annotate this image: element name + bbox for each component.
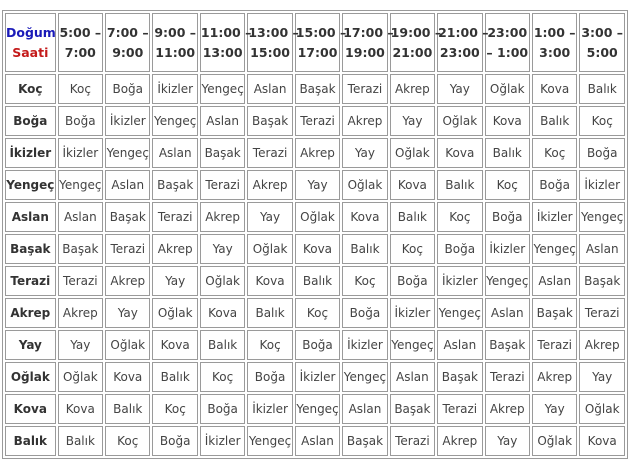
ascendant-cell: Yay [105, 298, 150, 328]
ascendant-cell: Aslan [295, 426, 340, 456]
row-sign-label: Yengeç [5, 170, 56, 200]
ascendant-table [2, 10, 628, 459]
ascendant-cell: Başak [579, 266, 625, 296]
ascendant-cell: İkizler [437, 266, 482, 296]
ascendant-cell: İkizler [532, 202, 577, 232]
ascendant-cell: Oğlak [579, 394, 625, 424]
ascendant-cell: Koç [247, 330, 292, 360]
ascendant-cell: Balık [58, 426, 103, 456]
ascendant-cell: Akrep [58, 298, 103, 328]
ascendant-cell: İkizler [342, 330, 387, 360]
time-start: 3:00 – [581, 24, 624, 40]
time-start: 17:00 – [343, 24, 394, 40]
ascendant-cell: Boğa [579, 138, 625, 168]
ascendant-cell: Aslan [58, 202, 103, 232]
time-start: 1:00 – [533, 24, 576, 40]
ascendant-cell: Balık [342, 234, 387, 264]
ascendant-cell: Boğa [437, 234, 482, 264]
ascendant-cell: Yengeç [247, 426, 292, 456]
time-start: 23:00 [487, 24, 528, 40]
ascendant-cell: Yay [247, 202, 292, 232]
ascendant-cell: Başak [105, 202, 150, 232]
ascendant-cell: Aslan [200, 106, 245, 136]
time-end: 13:00 [202, 44, 243, 60]
ascendant-cell: Kova [295, 234, 340, 264]
ascendant-cell: Yay [390, 106, 435, 136]
ascendant-cell: Boğa [58, 106, 103, 136]
ascendant-cell: Oğlak [247, 234, 292, 264]
ascendant-cell: İkizler [390, 298, 435, 328]
ascendant-cell: Kova [58, 394, 103, 424]
ascendant-cell: Akrep [579, 330, 625, 360]
time-column-header [58, 13, 103, 72]
table-row [5, 426, 625, 456]
ascendant-cell: Kova [532, 74, 577, 104]
ascendant-cell: Aslan [579, 234, 625, 264]
ascendant-cell: Yay [58, 330, 103, 360]
ascendant-cell: Aslan [342, 394, 387, 424]
ascendant-cell: Kova [437, 138, 482, 168]
ascendant-cell: İkizler [579, 170, 625, 200]
ascendant-cell: Boğa [295, 330, 340, 360]
table-row [5, 234, 625, 264]
table-row [5, 266, 625, 296]
ascendant-cell: Koç [58, 74, 103, 104]
time-end: 11:00 [155, 44, 196, 60]
time-end: 7:00 [64, 44, 96, 60]
table-row [5, 170, 625, 200]
ascendant-cell: Koç [532, 138, 577, 168]
ascendant-cell: Oğlak [105, 330, 150, 360]
ascendant-cell: Terazi [342, 74, 387, 104]
ascendant-cell: Oğlak [58, 362, 103, 392]
time-start: 5:00 – [59, 24, 102, 40]
time-start: 15:00 – [295, 24, 347, 40]
time-start: 11:00 – [200, 24, 252, 40]
row-sign-label: Koç [5, 74, 56, 104]
ascendant-cell: Akrep [532, 362, 577, 392]
ascendant-cell: Aslan [247, 74, 292, 104]
row-sign-label: Boğa [5, 106, 56, 136]
ascendant-cell: Balık [152, 362, 197, 392]
ascendant-cell: Yengeç [437, 298, 482, 328]
ascendant-cell: Yengeç [579, 202, 625, 232]
time-column-header [390, 13, 442, 72]
ascendant-cell: Yengeç [105, 138, 150, 168]
ascendant-cell: Boğa [485, 202, 530, 232]
ascendant-cell: Terazi [247, 138, 292, 168]
ascendant-cell: Koç [485, 170, 530, 200]
ascendant-cell: Yengeç [532, 234, 577, 264]
ascendant-cell: Aslan [390, 362, 435, 392]
time-column-header [342, 13, 394, 72]
ascendant-cell: Koç [342, 266, 387, 296]
ascendant-cell: Yay [485, 426, 530, 456]
corner-header-cell [5, 13, 56, 72]
ascendant-cell: Aslan [152, 138, 197, 168]
ascendant-cell: Kova [105, 362, 150, 392]
ascendant-cell: Terazi [105, 234, 150, 264]
ascendant-cell: Akrep [437, 426, 482, 456]
ascendant-cell: Akrep [295, 138, 340, 168]
row-sign-label: Balık [5, 426, 56, 456]
ascendant-cell: Koç [105, 426, 150, 456]
table-row [5, 394, 625, 424]
ascendant-cell: Aslan [437, 330, 482, 360]
row-sign-label: İkizler [5, 138, 56, 168]
ascendant-cell: İkizler [485, 234, 530, 264]
ascendant-cell: Aslan [532, 266, 577, 296]
ascendant-cell: Terazi [152, 202, 197, 232]
ascendant-cell: Balık [295, 266, 340, 296]
ascendant-cell: Oğlak [485, 74, 530, 104]
ascendant-cell: Balık [390, 202, 435, 232]
ascendant-cell: Kova [200, 298, 245, 328]
time-end: – 1:00 [486, 44, 529, 60]
ascendant-cell: Terazi [437, 394, 482, 424]
time-end: 23:00 [439, 44, 480, 60]
ascendant-cell: Yay [579, 362, 625, 392]
ascendant-cell: Terazi [532, 330, 577, 360]
ascendant-table-container [2, 10, 628, 459]
ascendant-cell: Boğa [532, 170, 577, 200]
row-sign-label: Akrep [5, 298, 56, 328]
row-sign-label: Yay [5, 330, 56, 360]
ascendant-cell: Başak [390, 394, 435, 424]
time-column-header [200, 13, 252, 72]
ascendant-cell: Yay [295, 170, 340, 200]
header-row [5, 13, 625, 72]
ascendant-cell: Başak [342, 426, 387, 456]
time-start: 13:00 – [248, 24, 299, 40]
ascendant-cell: Koç [437, 202, 482, 232]
ascendant-cell: Kova [485, 106, 530, 136]
time-column-header [152, 13, 197, 72]
ascendant-cell: Başak [532, 298, 577, 328]
ascendant-cell: Kova [342, 202, 387, 232]
table-row [5, 202, 625, 232]
row-sign-label: Terazi [5, 266, 56, 296]
time-column-header [247, 13, 299, 72]
ascendant-cell: Başak [295, 74, 340, 104]
ascendant-cell: Koç [200, 362, 245, 392]
ascendant-cell: Oğlak [200, 266, 245, 296]
ascendant-cell: İkizler [200, 426, 245, 456]
time-end: 5:00 [586, 44, 618, 60]
ascendant-cell: İkizler [152, 74, 197, 104]
ascendant-cell: Balık [247, 298, 292, 328]
time-column-header [485, 13, 530, 72]
ascendant-cell: Akrep [390, 74, 435, 104]
time-column-header [579, 13, 625, 72]
ascendant-cell: Balık [532, 106, 577, 136]
ascendant-cell: Boğa [105, 74, 150, 104]
ascendant-cell: Terazi [295, 106, 340, 136]
ascendant-cell: Başak [247, 106, 292, 136]
ascendant-cell: Kova [152, 330, 197, 360]
ascendant-cell: Başak [200, 138, 245, 168]
ascendant-cell: Akrep [485, 394, 530, 424]
ascendant-cell: Yengeç [295, 394, 340, 424]
ascendant-cell: Akrep [152, 234, 197, 264]
ascendant-cell: Oğlak [437, 106, 482, 136]
table-row [5, 74, 625, 104]
time-end: 9:00 [112, 44, 144, 60]
ascendant-cell: İkizler [58, 138, 103, 168]
time-end: 21:00 [392, 44, 433, 60]
ascendant-cell: Boğa [390, 266, 435, 296]
time-column-header [532, 13, 577, 72]
time-end: 17:00 [297, 44, 338, 60]
time-end: 15:00 [250, 44, 290, 60]
ascendant-cell: Kova [390, 170, 435, 200]
ascendant-cell: Terazi [579, 298, 625, 328]
ascendant-cell: Akrep [105, 266, 150, 296]
ascendant-cell: Yengeç [58, 170, 103, 200]
ascendant-cell: Oğlak [532, 426, 577, 456]
time-start: 7:00 – [106, 24, 149, 40]
table-row [5, 106, 625, 136]
ascendant-cell: Kova [247, 266, 292, 296]
time-end: 19:00 [345, 44, 385, 60]
table-row [5, 138, 625, 168]
time-end: 3:00 [539, 44, 571, 60]
table-row [5, 362, 625, 392]
ascendant-cell: Yay [532, 394, 577, 424]
time-column-header [295, 13, 347, 72]
time-column-header [105, 13, 150, 72]
corner-label-hour: Saati [12, 44, 49, 60]
ascendant-cell: Balık [579, 74, 625, 104]
ascendant-cell: Yengeç [485, 266, 530, 296]
ascendant-cell: Balık [200, 330, 245, 360]
table-row [5, 298, 625, 328]
ascendant-cell: İkizler [295, 362, 340, 392]
time-start: 19:00 – [390, 24, 442, 40]
ascendant-cell: Boğa [200, 394, 245, 424]
ascendant-cell: Aslan [105, 170, 150, 200]
corner-label-birth: Doğum [6, 24, 56, 40]
ascendant-cell: Oğlak [295, 202, 340, 232]
ascendant-cell: Boğa [342, 298, 387, 328]
time-start: 21:00 – [438, 24, 489, 40]
ascendant-cell: Akrep [247, 170, 292, 200]
row-sign-label: Kova [5, 394, 56, 424]
ascendant-cell: Yengeç [200, 74, 245, 104]
ascendant-cell: Koç [295, 298, 340, 328]
ascendant-cell: Oğlak [152, 298, 197, 328]
ascendant-cell: Yay [200, 234, 245, 264]
ascendant-cell: Oğlak [342, 170, 387, 200]
ascendant-cell: Terazi [58, 266, 103, 296]
ascendant-cell: İkizler [105, 106, 150, 136]
ascendant-cell: Koç [152, 394, 197, 424]
ascendant-cell: Koç [390, 234, 435, 264]
ascendant-cell: Terazi [200, 170, 245, 200]
time-start: 9:00 – [154, 24, 197, 40]
ascendant-cell: Başak [437, 362, 482, 392]
ascendant-cell: Başak [152, 170, 197, 200]
ascendant-cell: Kova [579, 426, 625, 456]
ascendant-cell: Başak [58, 234, 103, 264]
ascendant-cell: Balık [437, 170, 482, 200]
ascendant-cell: Akrep [200, 202, 245, 232]
ascendant-cell: Boğa [152, 426, 197, 456]
table-row [5, 330, 625, 360]
ascendant-cell: Balık [105, 394, 150, 424]
ascendant-cell: Terazi [390, 426, 435, 456]
ascendant-cell: Yay [437, 74, 482, 104]
row-sign-label: Başak [5, 234, 56, 264]
table-body [5, 74, 625, 456]
ascendant-cell: Yengeç [152, 106, 197, 136]
row-sign-label: Oğlak [5, 362, 56, 392]
ascendant-cell: Aslan [485, 298, 530, 328]
ascendant-cell: Yengeç [390, 330, 435, 360]
row-sign-label: Aslan [5, 202, 56, 232]
ascendant-cell: Koç [579, 106, 625, 136]
ascendant-cell: Yay [342, 138, 387, 168]
ascendant-cell: Boğa [247, 362, 292, 392]
ascendant-cell: Oğlak [390, 138, 435, 168]
ascendant-cell: Yay [152, 266, 197, 296]
ascendant-cell: Balık [485, 138, 530, 168]
ascendant-cell: Terazi [485, 362, 530, 392]
ascendant-cell: Akrep [342, 106, 387, 136]
ascendant-cell: Yengeç [342, 362, 387, 392]
ascendant-cell: Başak [485, 330, 530, 360]
ascendant-cell: İkizler [247, 394, 292, 424]
time-column-header [437, 13, 489, 72]
